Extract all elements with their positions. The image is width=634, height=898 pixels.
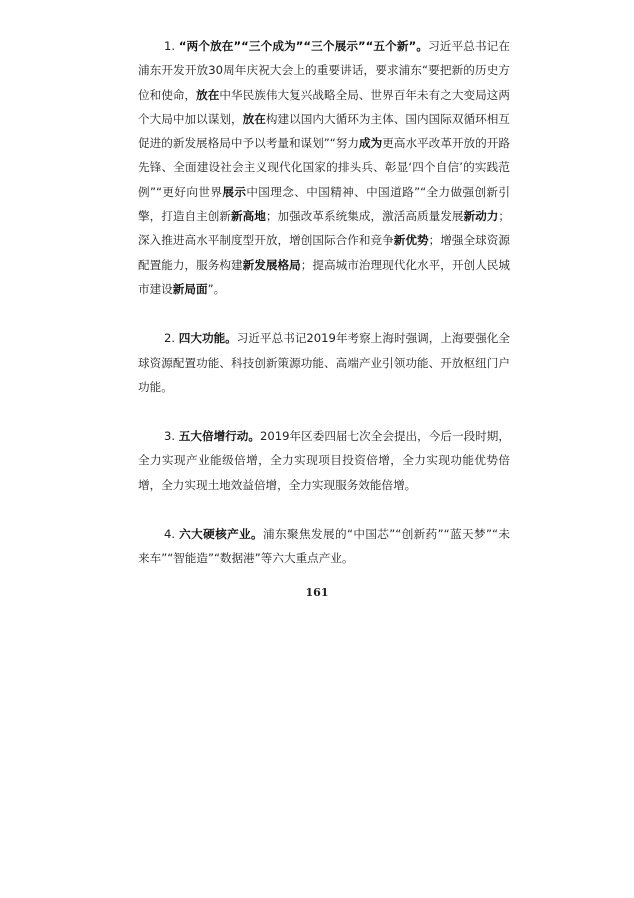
bold-phrase: 新优势: [393, 233, 429, 248]
text-run: 习近平总书记2019年考察上海时强调，上海要强化全球资源配置功能、科技创新策源功能、高端产业引领功能、开放枢纽门户功能。: [138, 331, 510, 394]
text-run: ；加强改革系统集成，激活高质量发展: [265, 209, 464, 224]
paragraph-four-functions: [138, 326, 510, 399]
document-body: [138, 34, 510, 571]
text-run: 2019年区委四届七次全会提出，今后一段时期，全力实现产业能级倍增，全力实现项目投资倍增，全力实现功能优势倍增，全力实现土地效益倍增，全力实现服务效能倍增。: [138, 429, 510, 492]
page-number: 161: [305, 586, 329, 599]
bold-phrase: 四大功能。: [178, 331, 237, 346]
paragraph-two-placements: [138, 34, 510, 301]
text-run: 1.: [164, 39, 179, 53]
text-run: 浦东聚焦发展的“中国芯”“创新药”“蓝天梦”“未来车”“智能造”“数据港”等六大重点产业。: [138, 527, 510, 566]
text-run: ；增强全球资源配置能力，服务构建: [138, 233, 510, 272]
bold-phrase: 放在: [242, 111, 266, 126]
bold-phrase: 六大硬核产业。: [179, 527, 264, 542]
text-run: ；提高城市治理现代化水平，开创人民城市建设: [138, 257, 510, 296]
text-run: 更高水平改革开放的开路先锋、全面建设社会主义现代化国家的排头兵、彰显‘四个自信’的实践范例”“更好向世界: [138, 136, 510, 199]
bold-phrase: 成为: [359, 136, 383, 151]
bold-phrase: 新动力: [463, 209, 499, 224]
text-run: ”。: [207, 281, 226, 296]
paragraph-five-doubling-actions: [138, 424, 510, 497]
bold-phrase: “两个放在”“三个成为”“三个展示”“五个新”。: [178, 39, 429, 53]
paragraph-six-core-industries: [138, 522, 510, 571]
bold-phrase: 五大倍增行动。: [178, 429, 260, 444]
bold-phrase: 放在: [196, 87, 220, 102]
text-run: 习近平总书记在浦东开发开放30周年庆祝大会上的重要讲话，要求浦东“要把新的历史方位和使命，: [138, 39, 510, 102]
text-run: 中国理念、中国精神、中国道路”“全力做强创新引擎，打造自主创新: [138, 184, 511, 224]
bold-phrase: 新局面: [172, 281, 208, 296]
text-run: 3.: [164, 429, 179, 444]
bold-phrase: 新发展格局: [242, 257, 301, 272]
bold-phrase: 展示: [222, 184, 247, 199]
text-run: 中华民族伟大复兴战略全局、世界百年未有之大变局这两个大局中加以谋划，: [138, 87, 510, 126]
text-run: 构建以国内大循环为主体、国内国际双循环相互促进的新发展格局中予以考量和谋划”“努力: [138, 111, 510, 151]
text-run: 4.: [164, 527, 180, 542]
bold-phrase: 新高地: [231, 209, 266, 224]
text-run: ；深入推进高水平制度型开放，增创国际合作和竞争: [138, 209, 510, 248]
text-run: 2.: [164, 331, 179, 346]
